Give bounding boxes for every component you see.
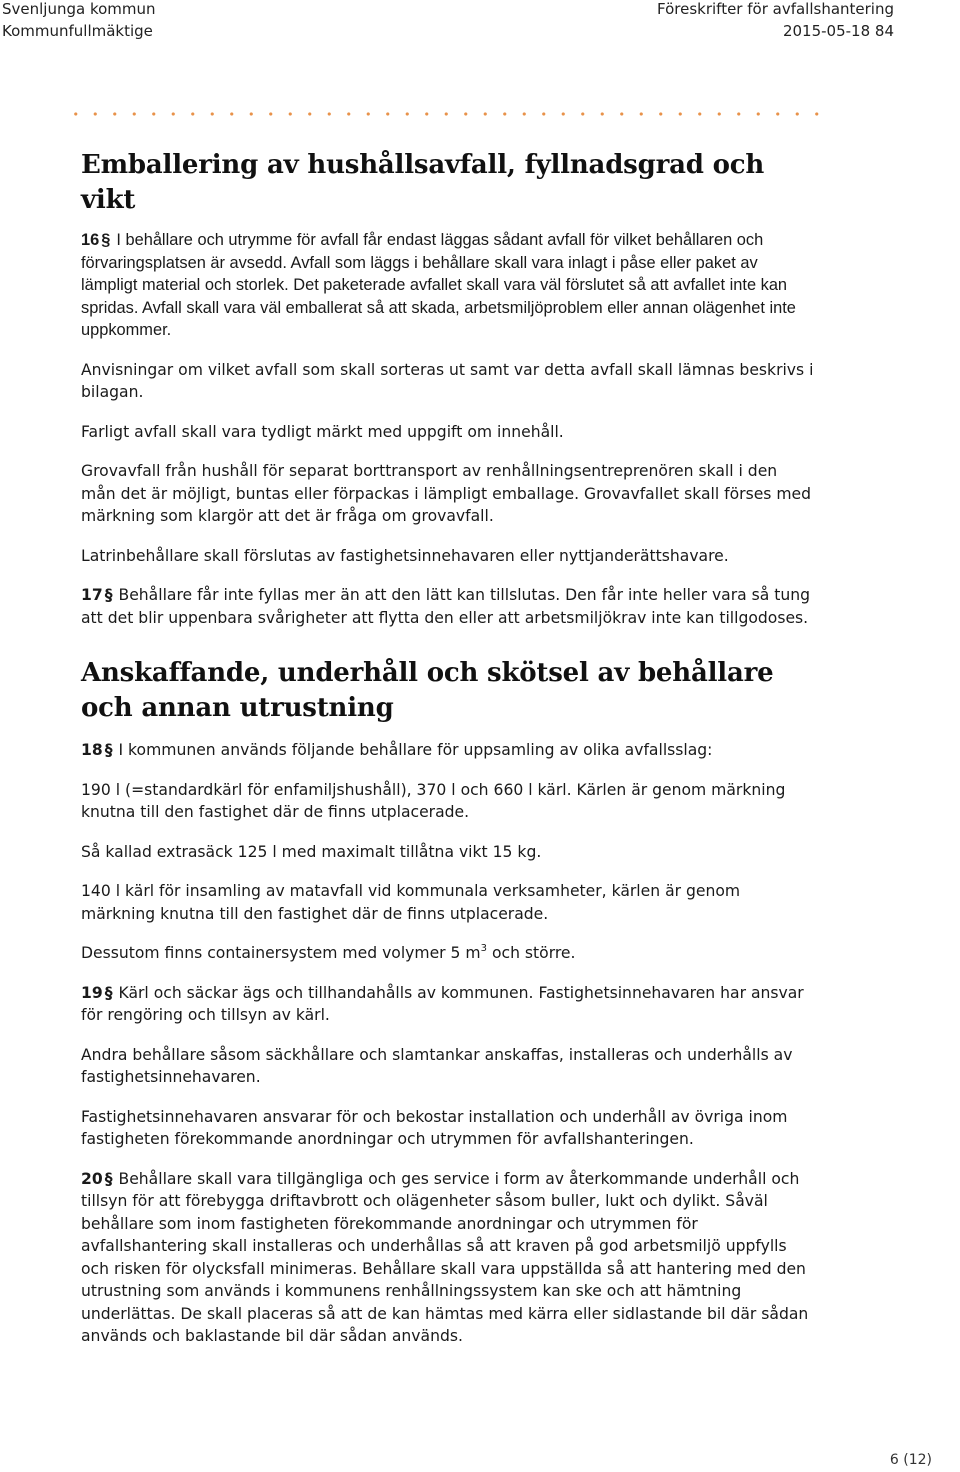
paragraph-text: I behållare och utrymme för avfall får endast läggas sådant avfall för vilket behållaren och förvaringsplatsen är avsedd. Avfall som läggs i behållare skall vara inlagt i påse eller paket av lämpligt material och storlek. Det paketerade avfallet skall vara väl förslutet så att avfallet inte kan spridas. Avfall skall vara väl emballerat så att skada, arbetsmiljöproblem eller annan olägenhet inte uppkommer. bbox=[81, 231, 796, 339]
paragraph-text: Kärl och säckar ägs och tillhandahålls av kommunen. Fastighetsinnehavaren har ansvar för rengöring och tillsyn av kärl. bbox=[81, 983, 804, 1024]
header-date-ref: 2015-05-18 84 bbox=[782, 22, 894, 40]
paragraph-20 bbox=[81, 1168, 816, 1348]
section-number: 18 bbox=[81, 741, 103, 759]
paragraph-andra-behallare: Andra behållare såsom säckhållare och slamtankar anskaffas, installeras och underhålls av fastighetsinnehavaren. bbox=[81, 1045, 793, 1086]
dotted-separator bbox=[66, 110, 826, 118]
paragraph-containersystem bbox=[81, 942, 816, 965]
header-doc-title: Föreskrifter för avfallshantering bbox=[657, 0, 894, 18]
section-number: 20 bbox=[81, 1169, 103, 1188]
paragraph-190-liter: 190 l (=standardkärl för enfamiljshushåll), 370 l och 660 l kärl. Kärlen är genom märkning knutna till den fastighet där de finns utplacerade. bbox=[81, 780, 786, 821]
paragraph-grovavfall: Grovavfall från hushåll för separat borttransport av renhållningsentreprenören skall i den mån det är möjligt, buntas eller förpackas i lämpligt emballage. Grovavfallet skall förses med märkning som klargör att det är fråga om grovavfall. bbox=[81, 462, 812, 525]
paragraph-16 bbox=[81, 229, 816, 342]
paragraph-140-liter: 140 l kärl för insamling av matavfall vid kommunala verksamheter, kärlen är genom märkning knutna till den fastighet där de finns utplacerade. bbox=[81, 882, 741, 923]
section-number: 17 bbox=[81, 586, 103, 604]
paragraph-farligt-avfall: Farligt avfall skall vara tydligt märkt med uppgift om innehåll. bbox=[81, 422, 564, 441]
section-symbol: § bbox=[104, 586, 113, 604]
section-symbol: § bbox=[104, 741, 113, 759]
section-number: 16 bbox=[81, 231, 100, 249]
container-text-end: och större. bbox=[487, 944, 576, 962]
container-text: Dessutom finns containersystem med volymer 5 m bbox=[81, 944, 481, 962]
section-heading-emballering: Emballering av hushållsavfall, fyllnadsgrad och vikt bbox=[81, 150, 765, 215]
section-heading-anskaffande: Anskaffande, underhåll och skötsel av behållare och annan utrustning bbox=[81, 658, 774, 723]
paragraph-19 bbox=[81, 982, 816, 1027]
paragraph-18 bbox=[81, 739, 816, 762]
section-symbol: § bbox=[101, 231, 111, 249]
section-symbol: § bbox=[104, 1169, 113, 1188]
paragraph-17 bbox=[81, 584, 816, 629]
page-number: 6 (12) bbox=[889, 1452, 932, 1468]
paragraph-text: Behållare skall vara tillgängliga och ges service i form av återkommande underhåll och tillsyn för att förebygga driftavbrott och olägenheter såsom buller, lukt och dylikt. Såväl behållare som inom fastigheten förekommande anordningar och utrymmen för avfallshantering skall installeras och underhållas så att kraven på god arbetsmiljö uppfylls och risken för olycksfall minimeras. Behållare skall vara uppställda så att hantering med den utrustning som används i kommunens renhållningssystem kan ske och att hämtning underlättas. De skall placeras så att de kan hämtas med kärra eller sidlastande bil där sådan används och baklastande bil där sådan används. bbox=[81, 1169, 809, 1345]
paragraph-latrin: Latrinbehållare skall förslutas av fastighetsinnehavaren eller nyttjanderättshavare. bbox=[81, 546, 729, 565]
header-municipality: Svenljunga kommun bbox=[2, 0, 156, 18]
paragraph-text: I kommunen används följande behållare för uppsamling av olika avfallsslag: bbox=[118, 741, 713, 759]
superscript-three: 3 bbox=[480, 943, 487, 954]
section-symbol: § bbox=[104, 983, 113, 1002]
header-body: Kommunfullmäktige bbox=[2, 22, 153, 40]
paragraph-extrasack: Så kallad extrasäck 125 l med maximalt tillåtna vikt 15 kg. bbox=[81, 842, 542, 861]
paragraph-text: Behållare får inte fyllas mer än att den lätt kan tillslutas. Den får inte heller vara så tung att det blir uppenbara svårigheter att flytta den eller att arbetsmiljökrav inte kan tillgodoses. bbox=[81, 586, 811, 627]
section-number: 19 bbox=[81, 983, 103, 1002]
document-body bbox=[81, 148, 816, 1365]
paragraph-fastighetsinnehavaren: Fastighetsinnehavaren ansvarar för och bekostar installation och underhåll av övriga inom fastigheten förekommande anordningar och utrymmen för avfallshanteringen. bbox=[81, 1107, 788, 1148]
paragraph-anvisningar: Anvisningar om vilket avfall som skall sorteras ut samt var detta avfall skall lämnas beskrivs i bilagan. bbox=[81, 360, 814, 401]
